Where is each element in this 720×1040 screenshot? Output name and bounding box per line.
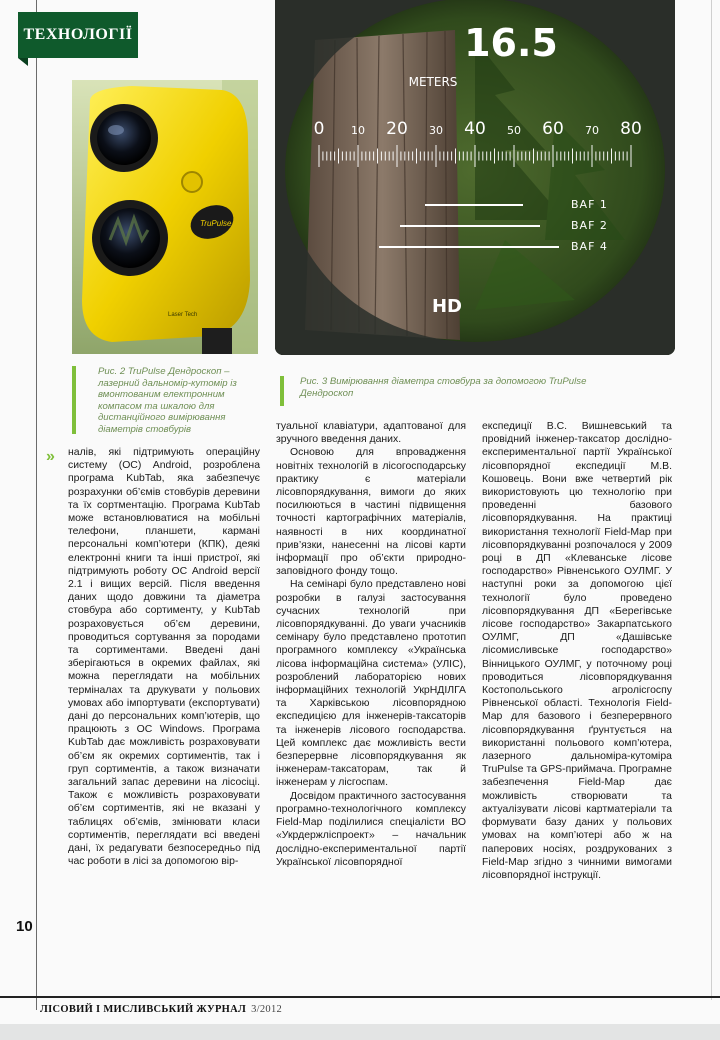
journal-issue: 3/2012	[251, 1004, 283, 1015]
scope-mode-label: HD	[431, 296, 463, 317]
column-2-paragraph-3: На семінарі було представлено нові розробки в галузі застосування сучасних технологій при лісовпорядкуванні. До уваги учасників семінару було представлено прототип програмного комплексу «Українська лісова інформаційна система» (УЛІС), розроблений лабораторією нових інформаційних технологій УкрНДІЛГА та Харківською лісовпорядною експедицією для інженерів-таксаторів та інженерів лісового господарства. Цей комплекс дає можливість вести безперервне лісовпорядкування як інженерам-таксаторам, так й інженерам у лісгоспам.	[276, 579, 466, 789]
column-1-paragraph: налів, які підтримують операційну систему (ОС) Android, розроблена програма KubTab, яка забезпечує розрахунки об’ємів стовбурів деревини та їх сортментацію. Програма KubTab може встановлюватися на мобільні телефони, планшети, кармані персональні комп’ютери (КПК), деякі електронні книги та інші пристрої, які підтримують роботу ОС Android версії 2.1 і вищих версій. Після введення даних щодо довжини та діаметра стовбура або сортименту, у KubTab розраховується об’єм деревини, проводиться сортування за породами та сортиментами. Введені дані зберігаються в окремих файлах, які можна переглядати на мобільних терміналах та друкувати у польових умовах або імпортувати (експортувати) дані до персональних комп’ютерів, що працюють з ОС Windows. Програма KubTab дає можливість розраховувати об’єм як окремих сортиментів, так і груп сортиментів, а також визначати загальний запас деревини на лісосіці. Також є можливість розраховувати об’єм сортиментів, які не вказані у таблицях об’ємів, змінювати класи сортиментів, переглядати всі введені дані, їх редагувати безпосередньо під час роботи в лісі за допомогою вір-	[68, 447, 260, 868]
figure-3-photo	[275, 0, 675, 355]
figure-2-caption-bar	[72, 366, 76, 434]
scope-reading: 16.5	[464, 21, 558, 65]
scale-number: 60	[542, 119, 564, 139]
device-brand-label: TruPulse	[200, 219, 232, 228]
column-3-paragraph: експедиції В.С. Вишневський та провідний інженер-таксатор дослідно-експериментальної партії Української лісовпорядної експедиції М.В. Кошовець. Вони вже четвертий рік використовують цю технологію при проведенні базового лісовпорядкування. На практиці використання технології Field-Map при лісовпорядкуванні розпочалося у 2009 році в ДП «Клеванське лісове господарство» Рівненського ОУЛМГ. У наступні роки за допомогою цієї технології було проведено лісовпорядкування ДП «Берегівське лісове господарство» Закарпатського ОУЛМГ, ДП «Дашівське лісомисливське господарство» Вінницького ОУЛМГ, у поточному році проводиться лісовпорядкування Костопольського агролісгоспу Рівненської області. Технологія Field-Map для базового і безперервного лісовпорядкування ґрунтується на використанні польового комп’ютера, лазерного дальноміра-кутоміра TruPulse та GPS-приймача. Програмне забезпечення Field-Map дає можливість створювати та актуалізувати лісові картматеріали та формувати базу даних у польових умовах на комп’ютері або ж на паперових носіях, роздрукованих з Field-Map згідно з чинними вимогами лісовпорядної інструкції.	[482, 421, 672, 881]
scale-number: 40	[464, 119, 486, 139]
right-margin-rule	[711, 0, 712, 1000]
scale-number: 30	[429, 124, 443, 137]
scale-number: 20	[386, 119, 408, 139]
journal-name: ЛІСОВИЙ І МИСЛИВСЬКИЙ ЖУРНАЛ	[40, 1004, 247, 1015]
column-2-paragraph-2: Основою для впровадження новітніх технологій в лісогосподарську практику є матеріали лісовпорядкування, вимоги до яких посилюються в частині підвищення точності картографічних матеріалів, наявності в них координатної прив’язки, нанесенні на лісові карти інформації про об’єкти природно-заповідного фонду тощо.	[276, 447, 466, 578]
scale-number: 50	[507, 124, 521, 137]
page-number: 10	[16, 918, 33, 935]
left-margin-rule	[36, 0, 37, 1010]
text-column-2	[276, 420, 466, 869]
scope-unit: METERS	[408, 75, 458, 89]
scale-number: 80	[620, 119, 642, 139]
page-bottom-edge	[0, 1024, 720, 1040]
device-maker-label: Laser Tech	[168, 312, 198, 318]
scale-number: 0	[313, 119, 325, 139]
figure-2-photo	[72, 80, 258, 354]
scale-number: 10	[351, 124, 365, 137]
column-2-paragraph-4: Досвідом практичного застосування програмно-технологічного комплексу Field-Map поділилися спеціалісти ВО «Укрдержліспроект» – начальник дослідно-експериментальної партії Української лісовпорядної	[276, 790, 466, 868]
baf-4-label: BAF 4	[571, 240, 608, 253]
paragraph-marker-icon: »	[46, 448, 55, 465]
baf-1-label: BAF 1	[571, 198, 608, 211]
text-column-1	[68, 446, 260, 869]
scale-number: 70	[585, 124, 599, 137]
column-2-paragraph-1: туальної клавіатури, адаптованої для зручного введення даних.	[276, 421, 466, 446]
figure-2-caption: Рис. 2 TruPulse Дендроскоп – лазерний дальномір-кутомір із вмонтованим електронним компасом та шкалою для дистанційного вимірювання діаметрів стовбурів	[98, 366, 237, 435]
footer-rule	[0, 996, 720, 998]
baf-2-label: BAF 2	[571, 219, 608, 232]
footer	[40, 1004, 282, 1015]
text-column-3	[482, 420, 672, 882]
rangefinder-device-illustration	[72, 80, 258, 354]
figure-3-caption: Рис. 3 Вимірювання діаметра стовбура за допомогою TruPulse Дендроскоп	[300, 376, 587, 399]
section-tag: ТЕХНОЛОГІЇ	[18, 12, 138, 58]
scope-view-illustration	[275, 0, 675, 355]
figure-3-caption-bar	[280, 376, 284, 406]
